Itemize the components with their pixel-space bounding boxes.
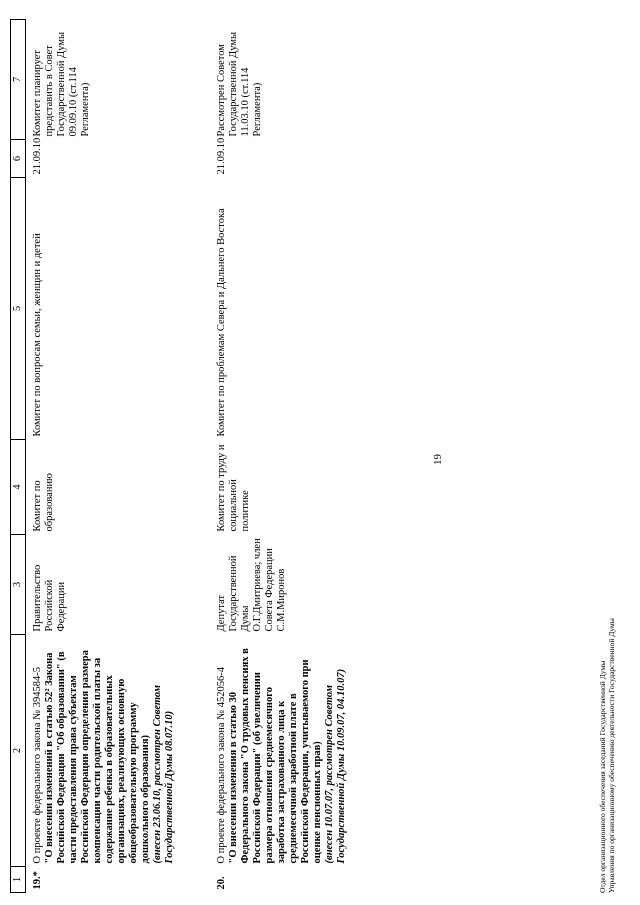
bill-description — [210, 635, 402, 867]
responsible-committee: Комитет по труду и социальной политике — [216, 444, 251, 532]
column-header: 6 — [11, 140, 26, 178]
review-date: 21.09.10 — [32, 137, 43, 175]
table-row — [210, 20, 402, 893]
column-header: 1 — [11, 867, 26, 893]
bill-note: (внесен 23.06.10, рассмотрен Советом Государственной Думы 08.07.10) — [152, 685, 175, 864]
initiator: Правительство Российской Федерации — [32, 564, 67, 632]
column-header: 4 — [11, 440, 26, 535]
footer-line: Отдел организационного обеспечения заседаний Государственной Думы — [598, 660, 607, 893]
column-header: 7 — [11, 20, 26, 140]
footer — [598, 618, 616, 893]
co-committee: Комитет по вопросам семьи, женщин и детей — [32, 233, 43, 437]
agenda-table — [10, 19, 402, 893]
initiator: Депутат Государственной Думы О.Г.Дмитриева; член Совета Федерации С.М.Миронов — [216, 538, 287, 632]
co-committee: Комитет по проблемам Севера и Дальнего Востока — [216, 208, 227, 437]
row-number: 19.* — [32, 871, 43, 890]
row-number: 20. — [216, 876, 227, 890]
table-header-row — [11, 20, 26, 893]
page-number: 19 — [432, 454, 444, 465]
bill-note: (внесен 10.07.07, рассмотрен Советом Государственной Думы 10.09.07, 04.10.07) — [324, 668, 347, 864]
bill-status: Комитет планирует представить в Совет Государственной Думы 09.09.10 (ст.114 Регламента) — [32, 31, 91, 137]
review-date: 21.09.10 — [216, 137, 227, 175]
bill-description — [26, 635, 211, 867]
column-header: 3 — [11, 535, 26, 635]
bill-title: О проекте федерального закона № 452056-4 — [216, 666, 227, 864]
bill-text: "О внесении изменения в статью 30 Федерального закона "О трудовых пенсиях в Российской Федерации" (об увеличении размера отношения среднемесячного заработка застрахованного лица к среднемесячной заработной плате в Российской Федерации, учитываемого при оценке пенсионных прав) — [228, 648, 323, 864]
footer-line: Управления по организационному обеспечению деятельности Государственной Думы — [607, 618, 616, 893]
column-header: 2 — [11, 635, 26, 867]
responsible-committee: Комитет по образованию — [32, 473, 55, 532]
table-row — [26, 20, 211, 893]
bill-status: Рассмотрен Советом Государственной Думы 11.03.10 (ст.114 Регламента) — [216, 31, 263, 137]
column-header: 5 — [11, 178, 26, 440]
bill-title: О проекте федерального закона № 394584-5 — [32, 666, 43, 864]
bill-text: "О внесении изменений в статью 52² Закона Российской Федерации "Об образовании" (в части предоставления права субъектам Российской Федерации определения размера компенсации части родительской платы за содержание ребенка в образовательных организациях, реализующих основную общеобразовательную программу дошкольного образования) — [44, 650, 151, 864]
